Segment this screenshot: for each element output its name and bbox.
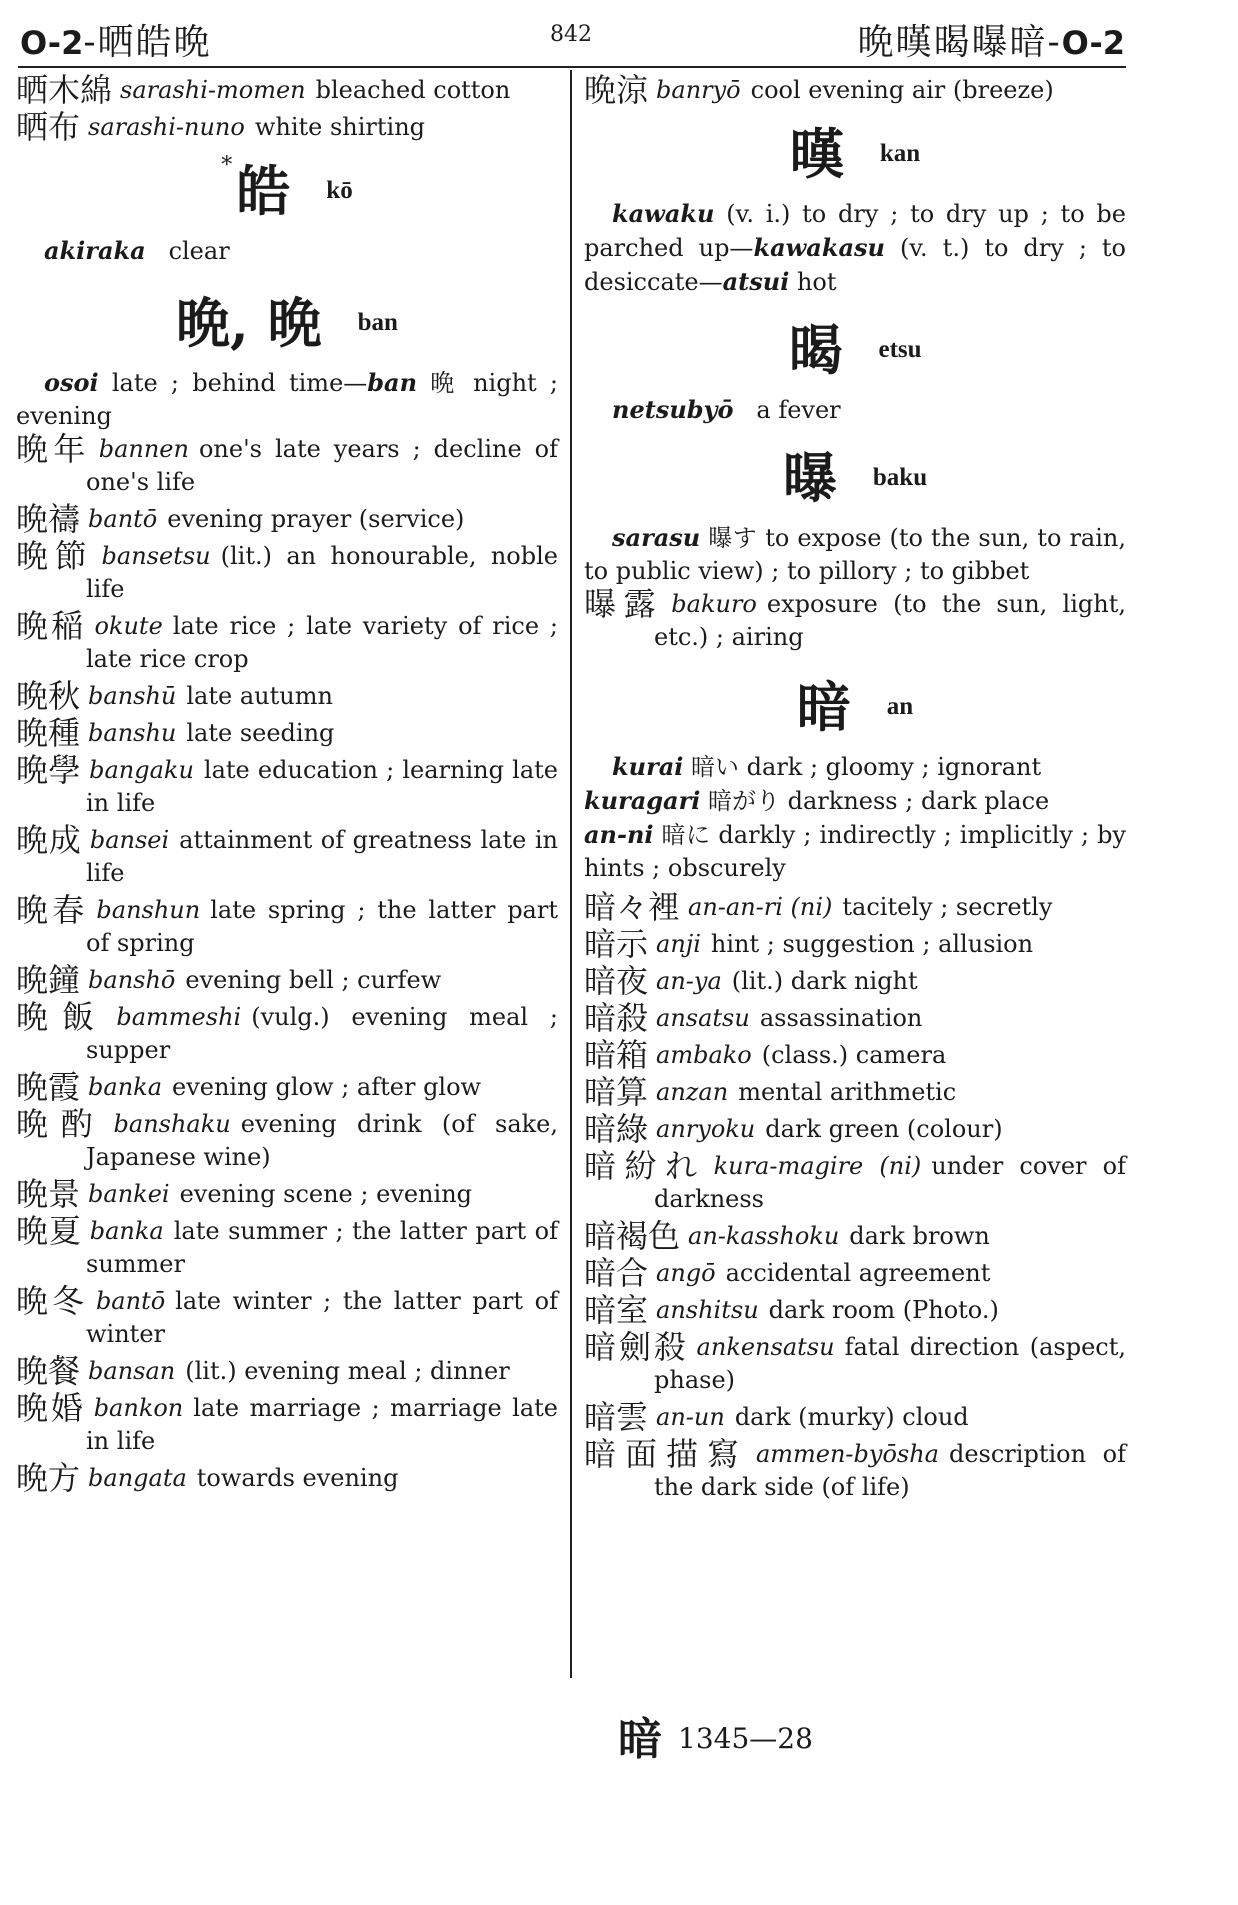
entry-text <box>16 108 558 146</box>
dictionary-entry <box>16 891 558 960</box>
dictionary-entry <box>16 607 558 676</box>
kan-def-text1: (v. i.) to dry ; to dry up ; to be parched up— <box>584 200 1126 262</box>
entry-romaji: an-ya <box>656 967 722 995</box>
entry-kanji: 暗殺 <box>584 999 649 1037</box>
entry-kanji: 晩成 <box>16 821 82 859</box>
entry-romaji: anshitsu <box>656 1296 759 1324</box>
right-column <box>584 71 1126 1508</box>
heading-ko-char: 皓 <box>236 159 291 223</box>
dictionary-entry <box>584 962 1126 1000</box>
dictionary-entry <box>16 677 558 715</box>
dictionary-entry <box>584 1398 1126 1436</box>
header-right-sep: - <box>1047 22 1062 63</box>
entry-text <box>584 1328 1126 1397</box>
heading-etsu-char: 暍 <box>788 318 843 382</box>
entry-meaning: bleached cotton <box>315 76 511 104</box>
dictionary-entry <box>584 71 1126 109</box>
entry-meaning: fatal direction (aspect, phase) <box>654 1333 1126 1394</box>
entry-text <box>584 1110 1126 1148</box>
left-top-entries <box>16 71 558 146</box>
dictionary-entry <box>584 585 1126 654</box>
kan-def-text2: (v. t.) to dry ; to desiccate— <box>584 234 1126 296</box>
entry-kanji: 晩景 <box>16 1175 81 1213</box>
ban-definition <box>16 366 558 433</box>
entry-romaji: bansetsu <box>101 542 211 570</box>
an-def-text2: 暗がり darkness ; dark place <box>700 787 1050 815</box>
entry-kanji: 晩鐘 <box>16 961 81 999</box>
column-divider <box>570 70 572 1678</box>
entry-meaning: (lit.) an honourable, noble life <box>86 542 558 603</box>
entry-romaji: bangaku <box>89 756 194 784</box>
an-def-text1: 暗い dark ; gloomy ; ignorant <box>683 753 1042 781</box>
dictionary-entry <box>584 1291 1126 1329</box>
dictionary-entry <box>16 430 558 499</box>
entry-text <box>16 1389 558 1458</box>
entry-text <box>16 998 558 1067</box>
entry-romaji: bantō <box>95 1287 166 1315</box>
entry-text <box>16 891 558 960</box>
entry-meaning: hint ; suggestion ; allusion <box>710 930 1034 958</box>
page-number: 842 <box>550 22 592 47</box>
entry-meaning: (vulg.) evening meal ; supper <box>86 1003 558 1064</box>
entry-romaji: bakuro <box>671 590 757 618</box>
heading-baku <box>584 435 1126 521</box>
entry-text <box>584 1435 1126 1504</box>
entry-text <box>584 1217 1126 1255</box>
right-mid-entries <box>584 585 1126 654</box>
heading-an-reading: an <box>886 693 914 720</box>
entry-romaji: bammeshi <box>116 1003 242 1031</box>
heading-ko <box>16 148 558 234</box>
entry-kanji: 晩酌 <box>16 1105 106 1143</box>
heading-etsu <box>584 307 1126 393</box>
entry-kanji: 晩年 <box>16 430 91 468</box>
dictionary-entry <box>16 1282 558 1351</box>
entry-text <box>584 71 1126 109</box>
entry-meaning: mental arithmetic <box>738 1078 957 1106</box>
entry-romaji: ambako <box>656 1041 752 1069</box>
entry-romaji: bankei <box>88 1180 170 1208</box>
left-entry-list <box>16 430 558 1497</box>
entry-romaji: banshō <box>88 966 176 994</box>
entry-meaning: description of the dark side (of life) <box>654 1440 1126 1501</box>
entry-kanji: 曝露 <box>584 585 664 623</box>
dictionary-entry <box>16 751 558 820</box>
entry-romaji: banshaku <box>113 1110 231 1138</box>
entry-text <box>16 1068 558 1106</box>
etsu-word: netsubyō <box>612 395 734 424</box>
entry-text <box>16 1459 558 1497</box>
page-header <box>20 14 1125 63</box>
entry-text <box>584 1254 1126 1292</box>
entry-text <box>584 1147 1126 1216</box>
entry-text <box>16 677 558 715</box>
entry-meaning: (lit.) dark night <box>731 967 918 995</box>
entry-romaji: bangata <box>88 1464 187 1492</box>
dictionary-entry <box>16 108 558 146</box>
entry-romaji: kura-magire (ni) <box>713 1152 922 1180</box>
heading-ban-char: 晩, 晩 <box>176 291 322 355</box>
heading-ko-reading: kō <box>326 177 353 204</box>
kan-def-word1: kawaku <box>612 199 715 228</box>
entry-text <box>584 1398 1126 1436</box>
entry-text <box>16 1282 558 1351</box>
entry-text <box>16 751 558 820</box>
entry-meaning: late autumn <box>186 682 333 710</box>
header-left-sep: - <box>83 22 98 63</box>
ban-def-word2: ban <box>367 368 418 397</box>
entry-kanji: 暗合 <box>584 1254 649 1292</box>
entry-meaning: evening glow ; after glow <box>172 1073 482 1101</box>
entry-kanji: 暗雲 <box>584 1398 649 1436</box>
entry-meaning: evening drink (of sake, Japanese wine) <box>86 1110 558 1171</box>
entry-meaning: late spring ; the latter part of spring <box>86 896 558 957</box>
entry-meaning: (class.) camera <box>761 1041 947 1069</box>
heading-an <box>584 664 1126 750</box>
etsu-definition <box>584 393 1126 427</box>
entry-kanji: 晒布 <box>16 108 81 146</box>
entry-romaji: banryō <box>656 76 741 104</box>
entry-kanji: 暗室 <box>584 1291 649 1329</box>
entry-kanji: 晩稲 <box>16 607 87 645</box>
right-top-entries <box>584 71 1126 109</box>
kan-def-word2: kawakasu <box>753 233 885 262</box>
heading-kan-reading: kan <box>879 140 921 167</box>
dictionary-entry <box>16 1175 558 1213</box>
entry-meaning: accidental agreement <box>725 1259 991 1287</box>
entry-kanji: 晩禱 <box>16 500 81 538</box>
header-right-code: O-2 <box>1061 24 1125 62</box>
entry-kanji: 暗夜 <box>584 962 649 1000</box>
entry-meaning: exposure (to the sun, light, etc.) ; airing <box>654 590 1126 651</box>
entry-meaning: one's late years ; decline of one's life <box>86 435 558 496</box>
entry-kanji: 晩學 <box>16 751 82 789</box>
heading-kan <box>584 111 1126 197</box>
entry-romaji: bantō <box>88 505 158 533</box>
entry-kanji: 晩春 <box>16 891 89 929</box>
dictionary-entry <box>16 961 558 999</box>
entry-meaning: late marriage ; marriage late in life <box>86 1394 558 1455</box>
entry-meaning: evening prayer (service) <box>167 505 465 533</box>
entry-meaning: dark green (colour) <box>765 1115 1003 1143</box>
footer-char: 暗 <box>618 1714 662 1765</box>
header-right-chars: 晩暵暍曝暗 <box>857 22 1048 63</box>
kan-definition <box>584 197 1126 299</box>
entry-romaji: sarashi-momen <box>120 76 306 104</box>
entry-kanji: 晩霞 <box>16 1068 81 1106</box>
entry-meaning: towards evening <box>196 1464 399 1492</box>
heading-baku-reading: baku <box>872 464 928 491</box>
entry-romaji: anzan <box>656 1078 729 1106</box>
header-left <box>20 14 212 65</box>
dictionary-entry <box>16 1459 558 1497</box>
entry-text <box>16 1105 558 1174</box>
dictionary-entry <box>584 1217 1126 1255</box>
dictionary-entry <box>16 821 558 890</box>
entry-text <box>16 71 558 109</box>
entry-meaning: white shirting <box>254 113 426 141</box>
dictionary-entry <box>584 1328 1126 1397</box>
header-left-chars: 晒皓晩 <box>97 22 212 63</box>
entry-text <box>16 607 558 676</box>
entry-kanji: 暗箱 <box>584 1036 649 1074</box>
dictionary-entry <box>16 714 558 752</box>
entry-kanji: 晩涼 <box>584 71 649 109</box>
an-definition <box>584 750 1126 885</box>
entry-kanji: 晩飯 <box>16 998 109 1036</box>
entry-kanji: 晩節 <box>16 537 94 575</box>
entry-romaji: an-un <box>656 1403 725 1431</box>
entry-meaning: (lit.) evening meal ; dinner <box>185 1357 510 1385</box>
entry-kanji: 晩秋 <box>16 677 81 715</box>
entry-meaning: evening scene ; evening <box>179 1180 473 1208</box>
entry-text <box>584 999 1126 1037</box>
entry-text <box>584 888 1126 926</box>
page-footer <box>618 1703 813 1767</box>
entry-meaning: assassination <box>759 1004 923 1032</box>
heading-ban-reading: ban <box>357 309 398 336</box>
entry-text <box>584 1036 1126 1074</box>
baku-text: 曝す to expose (to the sun, to rain, to public view) ; to pillory ; to gibbet <box>584 524 1126 585</box>
entry-text <box>16 500 558 538</box>
entry-meaning: late education ; learning late in life <box>86 756 558 817</box>
heading-baku-char: 曝 <box>782 446 837 510</box>
footer-number: 1345—28 <box>678 1722 813 1755</box>
ko-word: akiraka <box>44 236 146 265</box>
heading-an-char: 暗 <box>796 675 851 739</box>
ko-meaning: clear <box>168 237 230 265</box>
entry-kanji: 晩冬 <box>16 1282 88 1320</box>
entry-romaji: an-kasshoku <box>688 1222 840 1250</box>
header-right <box>857 14 1125 65</box>
dictionary-entry <box>16 1068 558 1106</box>
dictionary-entry <box>16 500 558 538</box>
entry-kanji: 晩種 <box>16 714 81 752</box>
an-def-word1: kurai <box>612 752 684 781</box>
entry-romaji: ammen-byōsha <box>755 1440 939 1468</box>
entry-romaji: bansan <box>88 1357 176 1385</box>
entry-romaji: bankon <box>93 1394 184 1422</box>
entry-kanji: 暗面描寫 <box>584 1435 748 1473</box>
an-def-word2: kuragari <box>584 786 701 815</box>
dictionary-entry <box>16 998 558 1067</box>
entry-romaji: angō <box>656 1259 716 1287</box>
heading-ban <box>16 280 558 366</box>
entry-meaning: cool evening air (breeze) <box>750 76 1054 104</box>
entry-text <box>16 1352 558 1390</box>
entry-kanji: 晒木綿 <box>16 71 113 109</box>
dictionary-entry <box>16 1352 558 1390</box>
ban-def-word1: osoi <box>44 368 99 397</box>
an-def-text3: 暗に darkly ; indirectly ; implicitly ; by hints ; obscurely <box>584 821 1126 882</box>
entry-text <box>584 585 1126 654</box>
right-entry-list <box>584 888 1126 1504</box>
header-rule <box>18 66 1126 68</box>
entry-kanji: 暗々裡 <box>584 888 681 926</box>
dictionary-entry <box>584 925 1126 963</box>
entry-meaning: late seeding <box>186 719 335 747</box>
entry-meaning: late winter ; the latter part of winter <box>86 1287 558 1348</box>
dictionary-entry <box>16 1389 558 1458</box>
entry-meaning: late rice ; late variety of rice ; late rice crop <box>86 612 558 673</box>
dictionary-entry <box>584 1254 1126 1292</box>
etsu-meaning: a fever <box>756 396 841 424</box>
dictionary-entry <box>16 71 558 109</box>
entry-romaji: bansei <box>89 826 170 854</box>
ko-definition <box>16 234 558 268</box>
header-left-code: O-2 <box>20 24 84 62</box>
heading-ko-mark: * <box>221 152 233 178</box>
entry-romaji: banshun <box>96 896 201 924</box>
entry-romaji: banshu <box>88 719 177 747</box>
entry-text <box>16 714 558 752</box>
heading-etsu-reading: etsu <box>878 336 922 363</box>
entry-kanji: 暗紛れ <box>584 1147 706 1185</box>
dictionary-entry <box>584 888 1126 926</box>
entry-text <box>584 1073 1126 1111</box>
entry-romaji: anryoku <box>656 1115 756 1143</box>
entry-meaning: attainment of greatness late in life <box>86 826 558 887</box>
entry-meaning: dark brown <box>849 1222 990 1250</box>
entry-text <box>16 430 558 499</box>
entry-text <box>584 962 1126 1000</box>
dictionary-entry <box>584 1036 1126 1074</box>
entry-kanji: 暗示 <box>584 925 649 963</box>
entry-romaji: okute <box>94 612 163 640</box>
entry-meaning: dark room (Photo.) <box>768 1296 999 1324</box>
entry-text <box>584 925 1126 963</box>
dictionary-entry <box>16 1212 558 1281</box>
ban-def-text1: late ; behind time— <box>98 369 368 397</box>
entry-romaji: ansatsu <box>656 1004 750 1032</box>
entry-text <box>16 961 558 999</box>
entry-kanji: 晩餐 <box>16 1352 81 1390</box>
entry-romaji: banka <box>88 1073 162 1101</box>
entry-text <box>16 1212 558 1281</box>
entry-kanji: 暗褐色 <box>584 1217 681 1255</box>
entry-kanji: 晩夏 <box>16 1212 82 1250</box>
entry-romaji: banshū <box>88 682 177 710</box>
heading-kan-char: 暵 <box>789 122 844 186</box>
entry-text <box>16 537 558 606</box>
dictionary-entry <box>16 537 558 606</box>
baku-definition <box>584 521 1126 588</box>
entry-romaji: anji <box>656 930 701 958</box>
entry-text <box>16 1175 558 1213</box>
dictionary-entry <box>16 1105 558 1174</box>
entry-kanji: 暗劍殺 <box>584 1328 689 1366</box>
entry-romaji: sarashi-nuno <box>88 113 245 141</box>
entry-meaning: late summer ; the latter part of summer <box>86 1217 558 1278</box>
kan-def-text3: hot <box>789 268 837 296</box>
entry-romaji: bannen <box>98 435 189 463</box>
dictionary-entry <box>584 1435 1126 1504</box>
entry-meaning: under cover of darkness <box>654 1152 1126 1213</box>
entry-text <box>584 1291 1126 1329</box>
entry-romaji: ankensatsu <box>696 1333 835 1361</box>
entry-meaning: tacitely ; secretly <box>842 893 1053 921</box>
entry-kanji: 晩方 <box>16 1459 81 1497</box>
baku-word: sarasu <box>612 523 701 552</box>
dictionary-entry <box>584 1110 1126 1148</box>
dictionary-entry <box>584 999 1126 1037</box>
entry-kanji: 暗綠 <box>584 1110 649 1148</box>
entry-text <box>16 821 558 890</box>
entry-meaning: evening bell ; curfew <box>185 966 442 994</box>
entry-kanji: 暗算 <box>584 1073 649 1111</box>
entry-romaji: banka <box>89 1217 164 1245</box>
entry-meaning: dark (murky) cloud <box>734 1403 969 1431</box>
kan-def-word3: atsui <box>722 267 790 296</box>
dictionary-entry <box>584 1147 1126 1216</box>
left-column <box>16 71 558 1499</box>
entry-romaji: an-an-ri (ni) <box>688 893 833 921</box>
an-def-word3: an-ni <box>584 820 654 849</box>
ban-def-text2: 晩 night ; evening <box>16 369 558 430</box>
entry-kanji: 晩婚 <box>16 1389 86 1427</box>
dictionary-entry <box>584 1073 1126 1111</box>
